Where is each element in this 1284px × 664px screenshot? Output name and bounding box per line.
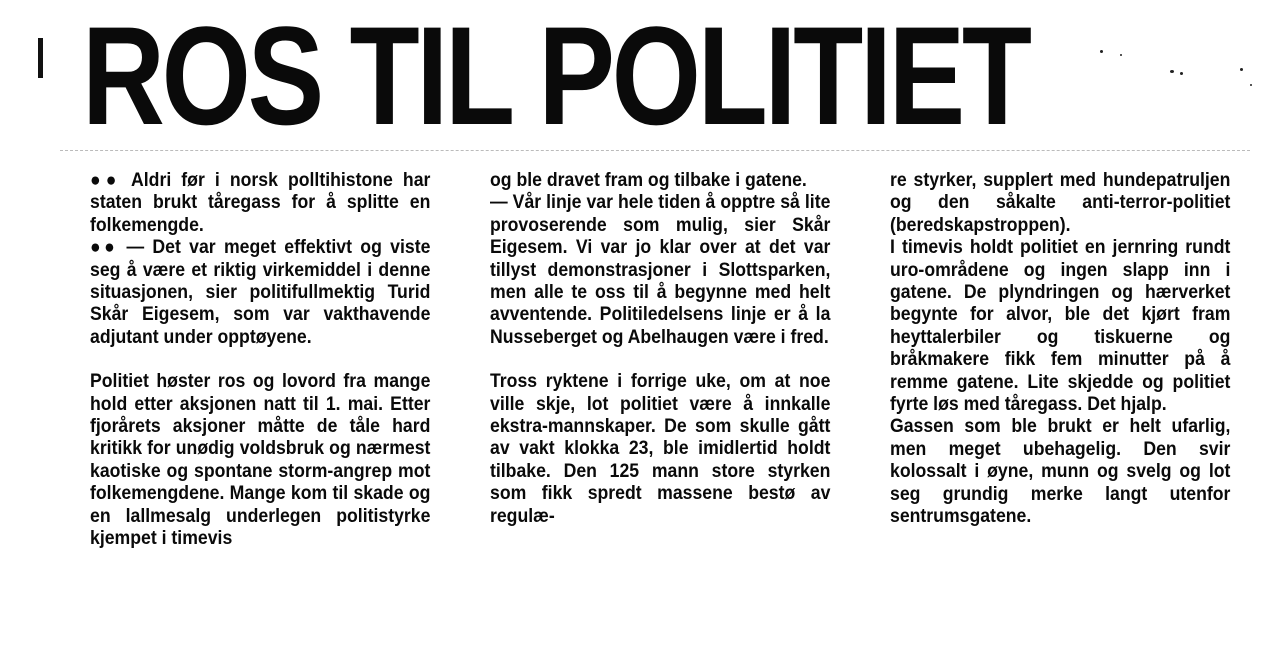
body-paragraph: I timevis holdt politiet en jernring rundt uro-områdene og ingen slapp inn i gatene. De plyndringen og hærverket begynte for alvor, ble det kjørt fram heyttalerbiler og tiskuerne og bråkmakere fikk fem minutter på å remme gatene. Lite skjedde og politiet fyrte løs med tåregass. Det hjalp. [890,237,1231,416]
body-paragraph: Gassen som ble brukt er helt ufarlig, men meget ubehagelig. Den svir kolossalt i øyne, munn og svelg og lot seg grundig merke langt utenfor sentrumsgatene. [890,416,1231,528]
left-margin-mark [38,38,43,78]
divider [60,150,1250,152]
lead-paragraph-1: ●● Aldri før i norsk polltihistone har staten brukt tåregass for å splitte en folkemengde. [90,170,431,236]
headline: ROS TIL POLITIET [82,0,1029,154]
body-paragraph: Politiet høster ros og lovord fra mange hold etter aksjonen natt til 1. mai. Etter fjorårets aksjoner måtte de tåle hard kritikk for unødig voldsbruk og nærmest kaotiske og spontane storm-angrep mot folkemengdene. Mange kom til skade og en lallmesalg underlegen politistyrke kjempet i timevis [90,371,431,550]
column-1 [90,170,430,551]
scan-noise [1080,40,1280,120]
body-paragraph: re styrker, supplert med hundepatruljen og den såkalte anti-terror-politiet (beredskapstroppen). [890,170,1231,236]
column-2 [490,170,830,528]
body-paragraph: Tross ryktene i forrige uke, om at noe ville skje, lot politiet være å innkalle ekstra-mannskaper. De som skulle gått av vakt klokka 23, ble imidlertid holdt tilbake. Den 125 mann store styrken som fikk spredt massene bestø av regulæ- [490,371,831,527]
body-paragraph: og ble dravet fram og tilbake i gatene. [490,170,807,191]
lead-paragraph-2: ●● — Det var meget effektivt og viste seg å være et riktig virkemiddel i denne situasjonen, sier politifullmektig Turid Skår Eigesem, som var vakthavende adjutant under opptøyene. [90,237,431,348]
body-paragraph: — Vår linje var hele tiden å opptre så lite provoserende som mulig, sier Skår Eigesem. Vi var jo klar over at det var tillyst demonstrasjoner i Slottsparken, men alle te oss til å begynne med helt avventende. Politiledelsens linje er å la Nusseberget og Abelhaugen være i fred. [490,192,831,348]
column-3 [890,170,1230,529]
